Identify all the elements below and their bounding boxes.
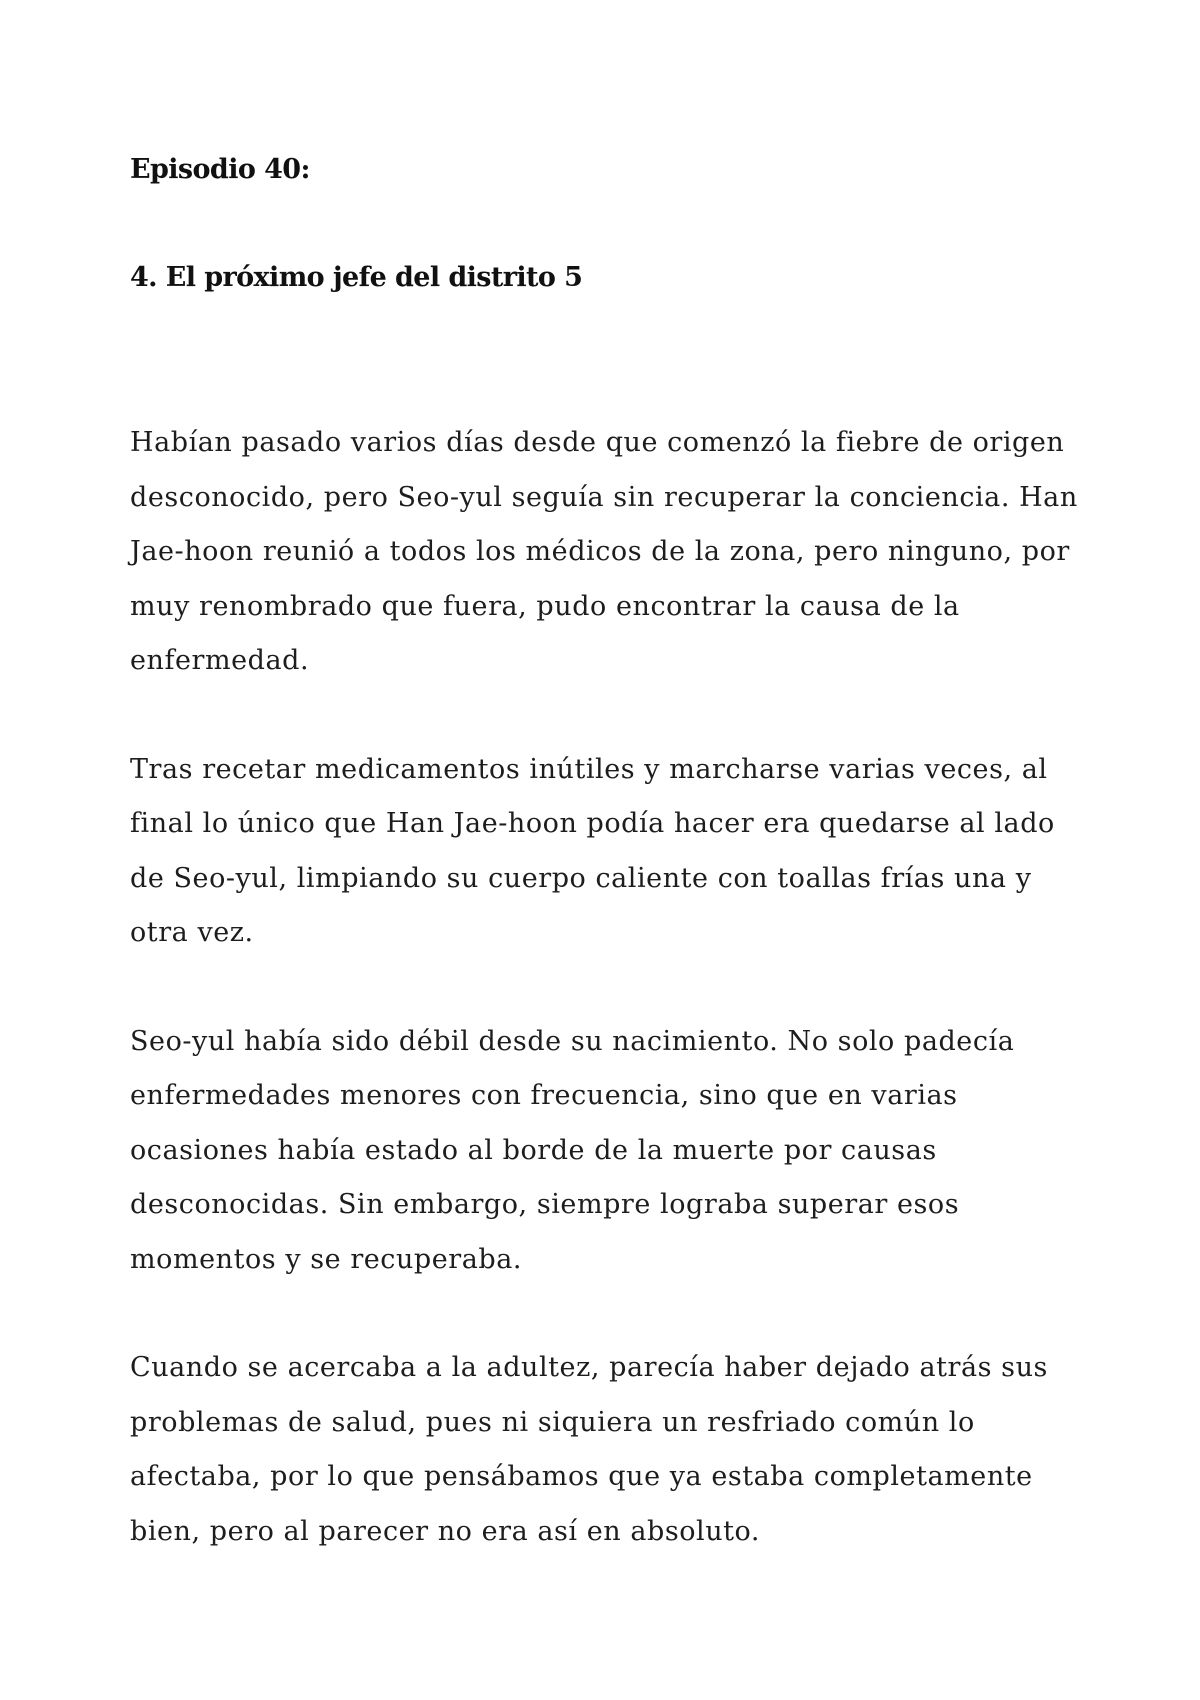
document-content <box>130 150 1090 1613</box>
episode-title: Episodio 40: <box>130 154 310 185</box>
chapter-title: 4. El próximo jefe del distrito 5 <box>130 262 583 293</box>
paragraph-2: Tras recetar medicamentos inútiles y marcharse varias veces, al final lo único que Han Jae-hoon podía hacer era quedarse al lado de Seo-yul, limpiando su cuerpo caliente con toallas frías una y otra vez. <box>130 753 1055 948</box>
paragraph-4: Cuando se acercaba a la adultez, parecía haber dejado atrás sus problemas de salud, pues ni siquiera un resfriado común lo afectaba, por lo que pensábamos que ya estaba completamente bien, pero al parecer no era así en absoluto. <box>130 1352 1048 1547</box>
paragraph-1: Habían pasado varios días desde que comenzó la fiebre de origen desconocido, pero Seo-yul seguía sin recuperar la conciencia. Han Jae-hoon reunió a todos los médicos de la zona, pero ninguno, por muy renombrado que fuera, pudo encontrar la causa de la enfermedad. <box>130 427 1078 676</box>
paragraph-3: Seo-yul había sido débil desde su nacimiento. No solo padecía enfermedades menores con frecuencia, sino que en varias ocasiones había estado al borde de la muerte por causas desconocidas. Sin embargo, siempre lograba superar esos momentos y se recuperaba. <box>130 1025 1015 1275</box>
